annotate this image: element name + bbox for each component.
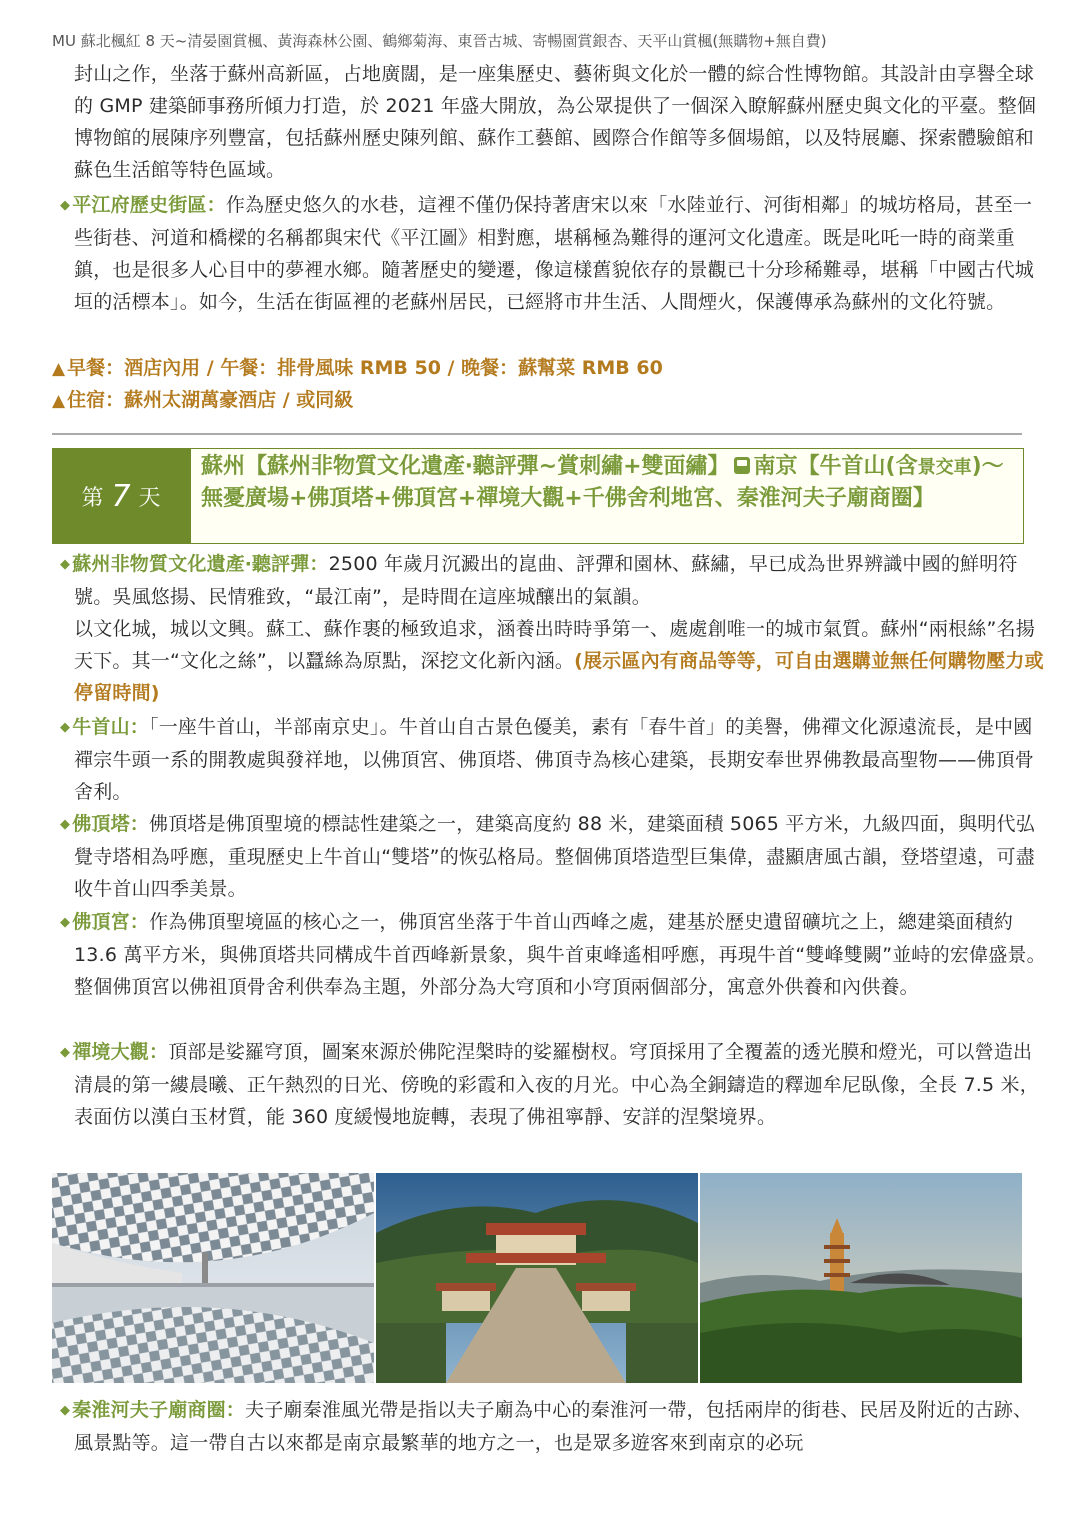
day-number: 7	[111, 478, 133, 514]
chanjing-text: 頂部是娑羅穹頂，圖案來源於佛陀涅槃時的娑羅樹杈。穹頂採用了全覆蓋的透光膜和燈光，可以營造出清晨的第一縷晨曦、正午熱烈的日光、傍晚的彩霞和入夜的月光。中心為全銅鑄造的釋迦牟尼臥像，全長 7.5 米，表面仿以漢白玉材質，能 360 度緩慢地旋轉，表現了佛祖寧靜、安詳的涅槃境界。	[74, 1041, 1039, 1128]
day-header-box	[52, 448, 1024, 544]
diamond-bullet-icon: ◆	[60, 1403, 71, 1418]
triangle-bullet-icon: ▲	[52, 391, 66, 411]
day-title-part2-small: 景交車	[917, 457, 972, 478]
foding-tower-title: 佛頂塔：	[72, 813, 150, 835]
day-suffix: 天	[138, 485, 163, 511]
day-itinerary-title	[191, 449, 1023, 543]
meal-line	[52, 352, 663, 385]
page-header: MU 蘇北楓紅 8 天~清晏園賞楓、黃海森林公園、鶴鄉菊海、東晉古城、寄暢園賞銀杏、天平山賞楓(無購物+無自費)	[52, 32, 827, 50]
diamond-bullet-icon: ◆	[60, 915, 71, 930]
day-prefix: 第	[81, 485, 106, 511]
hotel-text: 住宿：蘇州太湖萬豪酒店 / 或同級	[67, 389, 354, 411]
day-title-part3: )～無憂廣場+佛頂塔+佛頂宮+禪境大觀+千佛舍利地宮、秦淮河夫子廟商圈】	[201, 454, 1004, 511]
suzhou-heritage-text1: 2500 年歲月沉澱出的崑曲、評彈和園林、蘇繡，早已成為世界辨識中國的鮮明符號。吳風悠揚、民情雅致，“最江南”，是時間在這座城釀出的氣韻。	[74, 553, 1018, 608]
diamond-bullet-icon: ◆	[60, 198, 71, 213]
pingjiang-text: 作為歷史悠久的水巷，這裡不僅仍保持著唐宋以來「水陸並行、河街相鄰」的城坊格局，甚至一些街巷、河道和橋樑的名稱都與宋代《平江圖》相對應，堪稱極為難得的運河文化遺產。既是叱吒一時的商業重鎮，也是很多人心目中的夢裡水鄉。隨著歷史的變遷，像這樣舊貌依存的景觀已十分珍稀難尋，堪稱「中國古代城垣的活標本」。如今，生活在街區裡的老蘇州居民，已經將市井生活、人間煙火，保護傳承為蘇州的文化符號。	[74, 194, 1035, 313]
photo-row	[52, 1173, 1022, 1383]
meal-text: 早餐：酒店內用 / 午餐：排骨風味 RMB 50 / 晚餐：蘇幫菜 RMB 60	[67, 357, 663, 379]
suzhou-heritage-title: 蘇州非物質文化遺產‧聽評彈：	[72, 553, 329, 575]
diamond-bullet-icon: ◆	[60, 817, 71, 832]
suzhou-heritage-text2: 以文化城，城以文興。蘇工、蘇作裹的極致追求，涵養出時時爭第一、處處創唯一的城市氣質。蘇州“兩根絲”名揚天下。其一“文化之絲”，以蠶絲為原點，深挖文化新內涵。	[74, 618, 1035, 672]
suzhou-heritage-section2	[52, 613, 1046, 709]
chanjing-section	[52, 1036, 1046, 1133]
qinhuai-section	[52, 1394, 1046, 1459]
diamond-bullet-icon: ◆	[60, 557, 71, 572]
foding-tower-text: 佛頂塔是佛頂聖境的標誌性建築之一，建築高度約 88 米，建築面積 5065 平方米，九級四面，與明代弘覺寺塔相為呼應，重現歷史上牛首山“雙塔”的恢弘格局。整個佛頂塔造型巨集偉，盡顯唐風古韻，登塔望遠，可盡收牛首山四季美景。	[74, 813, 1035, 900]
foding-tower-section	[52, 808, 1046, 905]
photo-dome-architecture	[52, 1173, 374, 1383]
day-title-part2: 南京【牛首山(含	[753, 454, 918, 479]
pingjiang-section	[52, 189, 1046, 318]
section-divider	[52, 433, 1022, 435]
diamond-bullet-icon: ◆	[60, 720, 71, 735]
photo-foding-tower	[700, 1173, 1022, 1383]
pingjiang-title: 平江府歷史街區：	[72, 194, 226, 216]
day-title-part1: 蘇州【蘇州非物質文化遺產‧聽評彈~賞刺繡+雙面繡】	[201, 454, 730, 479]
niushou-title: 牛首山：	[72, 716, 150, 738]
niushou-text: 「一座牛首山，半部南京史」。牛首山自古景色優美，素有「春牛首」的美譽，佛禪文化源遠流長，是中國禪宗牛頭一系的開教處與發祥地，以佛頂宮、佛頂塔、佛頂寺為核心建築，長期安奉世界佛教最高聖物——佛頂骨舍利。	[74, 716, 1035, 803]
suzhou-heritage-section	[52, 548, 1046, 613]
foding-palace-title: 佛頂宮：	[72, 911, 150, 933]
photo-foding-palace	[376, 1173, 698, 1383]
suzhou-heritage-highlight: (展示區內有商品等等，可自由選購並無任何購物壓力或停留時間)	[74, 650, 1044, 704]
foding-palace-section	[52, 906, 1046, 1003]
triangle-bullet-icon: ▲	[52, 359, 66, 379]
diamond-bullet-icon: ◆	[60, 1045, 71, 1060]
hotel-line	[52, 384, 353, 417]
niushou-section	[52, 711, 1046, 808]
chanjing-title: 禪境大觀：	[72, 1041, 169, 1063]
day-label	[53, 449, 191, 543]
intro-paragraph: 封山之作，坐落于蘇州高新區，占地廣闊，是一座集歷史、藝術與文化於一體的綜合性博物館。其設計由享譽全球的 GMP 建築師事務所傾力打造，於 2021 年盛大開放，為公眾提供了一個深入瞭解蘇州歷史與文化的平臺。整個博物館的展陳序列豐富，包括蘇州歷史陳列館、蘇作工藝館、國際合作館等多個場館，以及特展廳、探索體驗館和蘇色生活館等特色區域。	[74, 63, 1037, 181]
bus-icon	[734, 457, 750, 474]
foding-palace-text: 作為佛頂聖境區的核心之一，佛頂宮坐落于牛首山西峰之處，建基於歷史遺留礦坑之上，總建築面積約 13.6 萬平方米，與佛頂塔共同構成牛首西峰新景象，與牛首東峰遙相呼應，再現牛首“雙峰雙闕”並峙的宏偉盛景。整個佛頂宮以佛祖頂骨舍利供奉為主題，外部分為大穹頂和小穹頂兩個部分，寓意外供養和內供養。	[74, 911, 1046, 998]
qinhuai-title: 秦淮河夫子廟商圈：	[72, 1399, 246, 1421]
qinhuai-text: 夫子廟秦淮風光帶是指以夫子廟為中心的秦淮河一帶，包括兩岸的街巷、民居及附近的古跡、風景點等。這一帶自古以來都是南京最繁華的地方之一，也是眾多遊客來到南京的必玩	[74, 1399, 1033, 1454]
